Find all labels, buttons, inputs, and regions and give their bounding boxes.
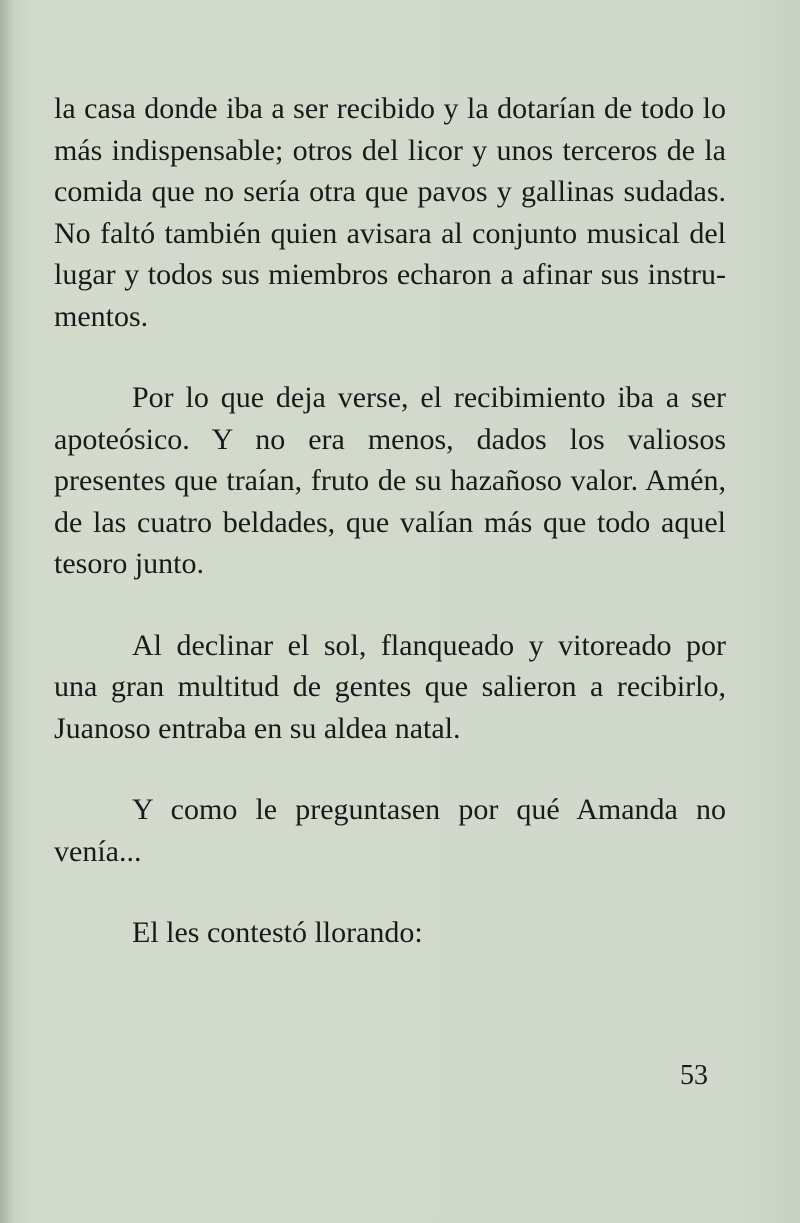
- body-text: [54, 88, 726, 954]
- paragraph-gap: [54, 585, 726, 625]
- paragraph-4: Y como le preguntasen por qué Amanda no venía...: [54, 793, 726, 868]
- gutter-shadow: [0, 0, 14, 1223]
- paragraph-5: El les contestó llorando:: [132, 916, 423, 949]
- paragraph-2: Por lo que deja verse, el recibimiento iba a ser apoteósico. Y no era menos, dados los valiosos presentes que traían, fruto de su hazañoso valor. Amén, de las cuatro beldades, que valían más que todo aquel tesoro junto.: [54, 381, 726, 580]
- paragraph-3: Al declinar el sol, flanqueado y vitoreado por una gran multitud de gentes que salieron a recibirlo, Juanoso entraba en su aldea natal.: [54, 628, 726, 745]
- paragraph-gap: [54, 749, 726, 789]
- page-number: 53: [680, 1060, 708, 1091]
- paragraph-1: la casa donde iba a ser recibido y la dotarían de todo lo más indispensable; otros del licor y unos terceros de la comida que no sería otra que pavos y gallinas sudadas. No faltó también quien avisara al conjunto musical del lugar y todos sus miembros echaron a afinar sus instru- mentos.: [54, 92, 726, 333]
- paragraph-gap: [54, 337, 726, 377]
- paragraph-gap: [54, 872, 726, 912]
